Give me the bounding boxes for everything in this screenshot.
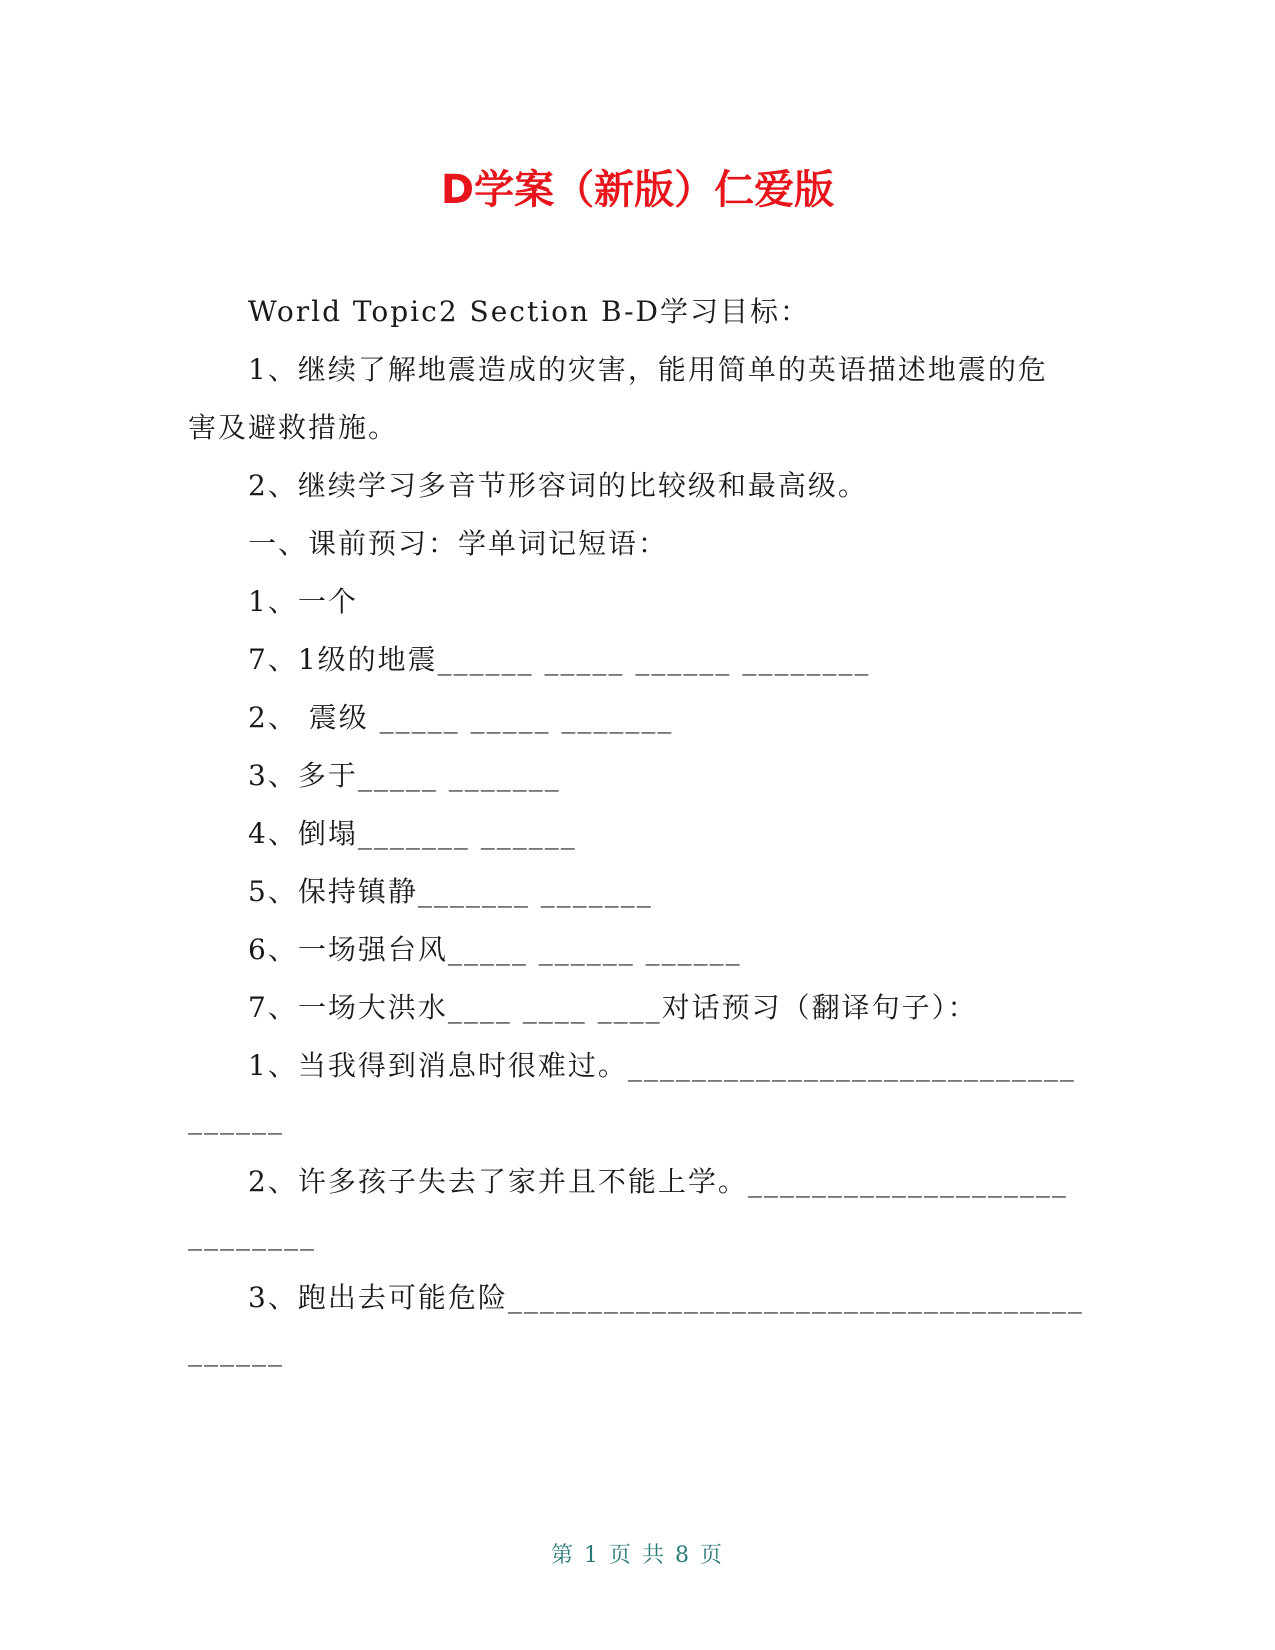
text-line-item: 1、一个 (248, 585, 358, 618)
document-title: D学案（新版）仁爱版 (440, 167, 835, 213)
text-line-objective-2: 2、继续学习多音节形容词的比较级和最高级。 (248, 469, 868, 502)
text-line-objectives-heading: World Topic2 Section B-D学习目标： (248, 295, 810, 328)
text-line-translate-2: 2、许多孩子失去了家并且不能上学。____________________ (248, 1165, 1068, 1198)
text-line-translate-1: 1、当我得到消息时很难过。____________________________ (248, 1049, 1076, 1082)
text-line-item: 5、保持镇静_______ _______ (248, 875, 653, 908)
text-line-translate-1-cont: ______ (188, 1102, 284, 1135)
text-line-item: 7、1级的地震______ _____ ______ ________ (248, 643, 871, 676)
text-line-item: 4、倒塌_______ ______ (248, 817, 577, 850)
text-line-objective-1: 1、继续了解地震造成的灾害，能用简单的英语描述地震的危 (248, 353, 1048, 386)
text-line-translate-3-cont: ______ (188, 1334, 284, 1367)
text-line-translate-2-cont: ________ (188, 1218, 316, 1251)
text-line-item: 3、多于_____ _______ (248, 759, 561, 792)
text-line-objective-1-cont: 害及避救措施。 (188, 411, 399, 444)
text-line-preview-heading: 一、课前预习：学单词记短语： (248, 527, 669, 560)
text-line-item: 2、 震级 _____ _____ _______ (248, 701, 674, 734)
page-number-footer: 第 1 页 共 8 页 (551, 1543, 724, 1568)
text-line-translate-3: 3、跑出去可能危险____________________________________ (248, 1281, 1084, 1314)
text-line-item: 7、一场大洪水____ ____ ____对话预习（翻译句子）： (248, 991, 978, 1024)
text-line-item: 6、一场强台风_____ ______ ______ (248, 933, 742, 966)
